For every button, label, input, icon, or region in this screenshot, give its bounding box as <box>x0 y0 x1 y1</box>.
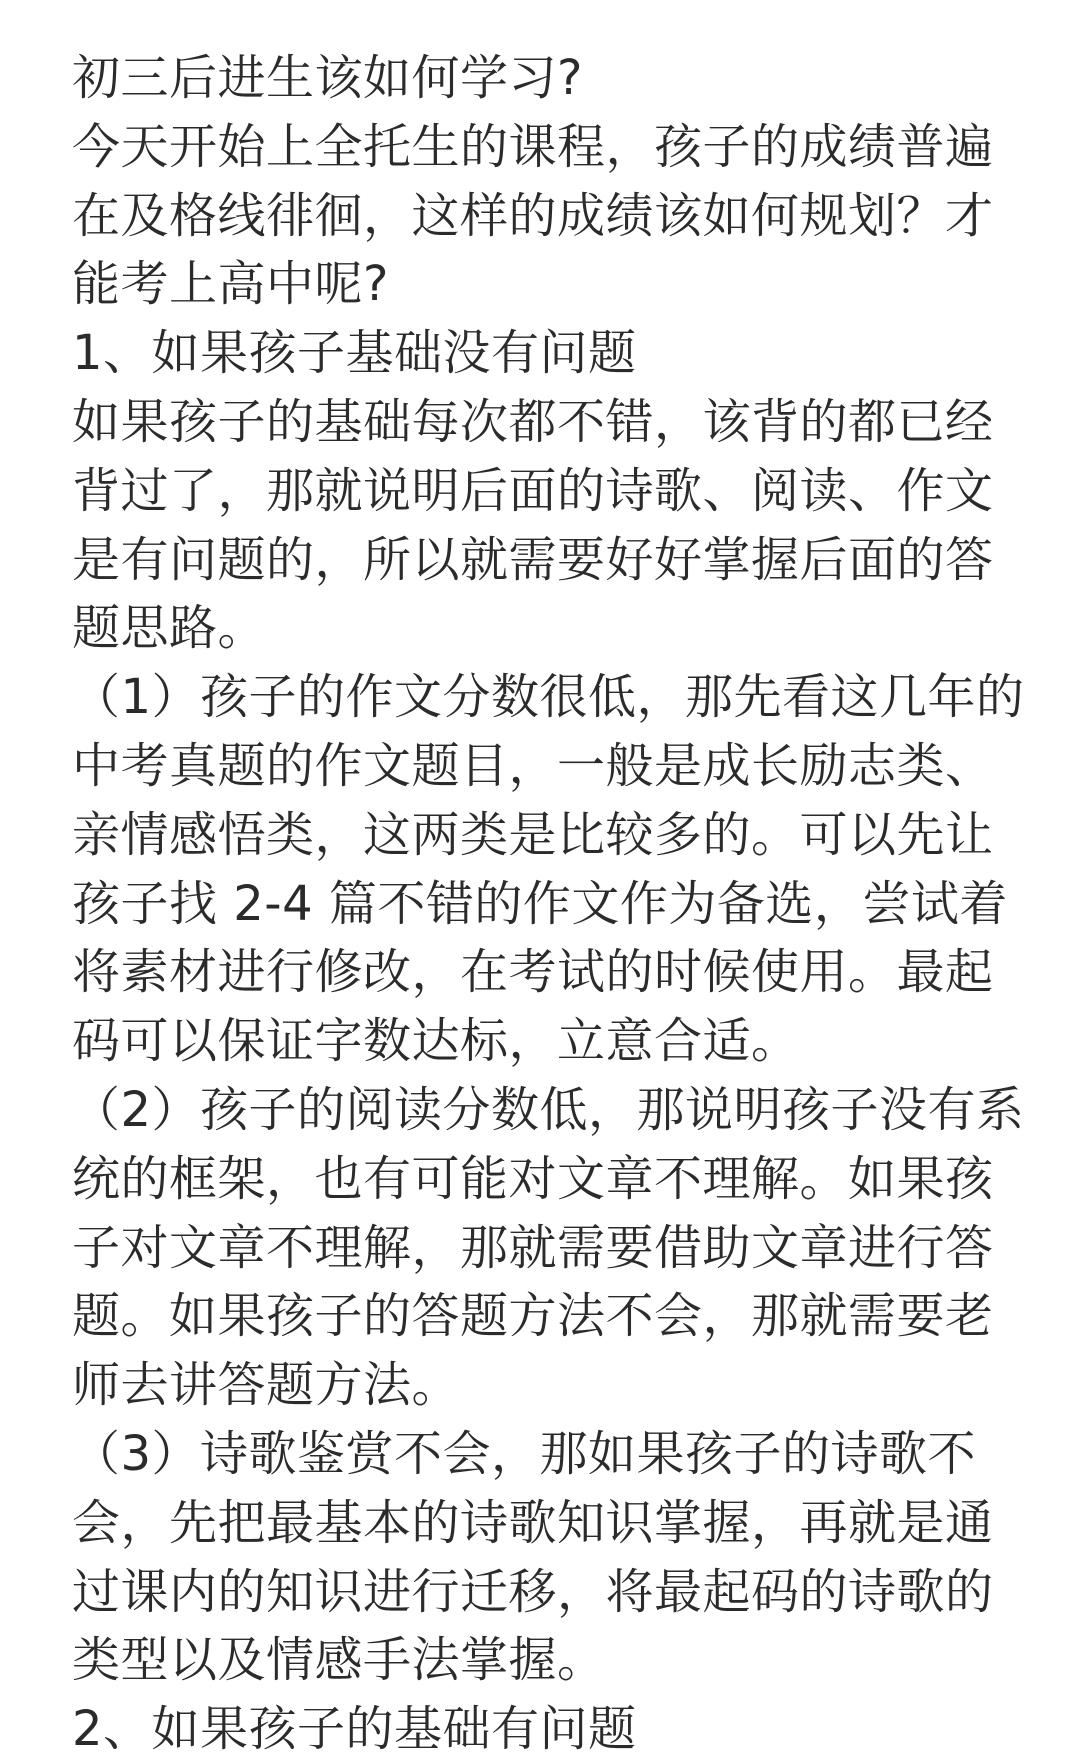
subsection-2: （2）孩子的阅读分数低，那说明孩子没有系 <box>72 1081 1025 1138</box>
text-line: 中考真题的作文题目，一般是成长励志类、 <box>72 737 994 794</box>
text-line: 师去讲答题方法。 <box>72 1357 461 1414</box>
text-line: 在及格线徘徊，这样的成绩该如何规划？才 <box>72 187 994 244</box>
text-line: 子对文章不理解，那就需要借助文章进行答 <box>72 1219 994 1276</box>
text-line: 如果孩子的基础每次都不错，该背的都已经 <box>72 393 994 450</box>
text-line: 孩子找 2-4 篇不错的作文作为备选，尝试着 <box>72 875 1008 932</box>
section-heading-2: 2、如果孩子的基础有问题 <box>72 1701 637 1758</box>
text-line: 统的框架，也有可能对文章不理解。如果孩 <box>72 1150 994 1207</box>
text-line: 能考上高中呢? <box>72 256 389 313</box>
text-line: 过课内的知识进行迁移，将最起码的诗歌的 <box>72 1563 994 1620</box>
text-line: 今天开始上全托生的课程，孩子的成绩普遍 <box>72 118 994 175</box>
subsection-3: （3）诗歌鉴赏不会，那如果孩子的诗歌不 <box>72 1425 977 1482</box>
section-heading-1: 1、如果孩子基础没有问题 <box>72 325 637 382</box>
text-line: 题思路。 <box>72 600 267 657</box>
text-line: 题。如果孩子的答题方法不会，那就需要老 <box>72 1288 994 1345</box>
text-line: 是有问题的，所以就需要好好掌握后面的答 <box>72 531 994 588</box>
text-line: 会，先把最基本的诗歌知识掌握，再就是通 <box>72 1494 994 1551</box>
article-title: 初三后进生该如何学习? <box>72 50 583 106</box>
text-line: 码可以保证字数达标，立意合适。 <box>72 1013 800 1070</box>
text-line: 将素材进行修改，在考试的时候使用。最起 <box>72 944 994 1001</box>
article-body <box>72 44 1032 1764</box>
text-line: 亲情感悟类，这两类是比较多的。可以先让 <box>72 806 994 863</box>
text-line: 背过了，那就说明后面的诗歌、阅读、作文 <box>72 462 994 519</box>
text-line: 类型以及情感手法掌握。 <box>72 1632 606 1689</box>
subsection-1: （1）孩子的作文分数很低，那先看这几年的 <box>72 669 1025 726</box>
